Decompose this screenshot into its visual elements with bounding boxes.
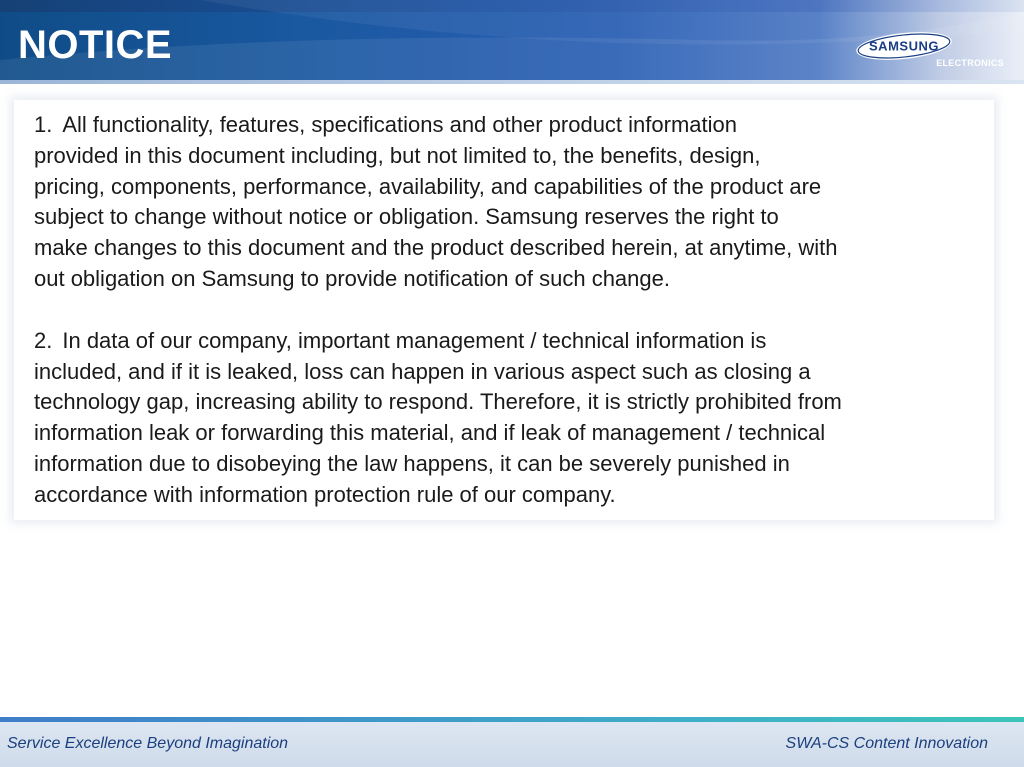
logo-brand-text: SAMSUNG bbox=[869, 38, 939, 54]
header-banner bbox=[0, 0, 1024, 84]
paragraph-text: In data of our company, important management / technical information is included, and if it is leaked, loss can happen in various aspect such as closing a technology gap, increasing ability to respond. Therefore, it is strictly prohibited from information leak or forwarding this material, and if leak of management / technical information due to disobeying the law happens, it can be severely punished in accordance with information protection rule of our company. bbox=[34, 327, 842, 507]
logo-sub-text: ELECTRONICS bbox=[936, 58, 1004, 68]
samsung-electronics-logo bbox=[854, 30, 1010, 72]
notice-paragraph-2 bbox=[34, 326, 984, 511]
page-title: NOTICE bbox=[18, 23, 173, 67]
paragraph-number: 1. bbox=[34, 112, 53, 137]
footer-bar bbox=[0, 722, 1024, 767]
footer-department: SWA-CS Content Innovation bbox=[785, 735, 988, 752]
notice-body bbox=[34, 110, 984, 542]
paragraph-number: 2. bbox=[34, 327, 53, 353]
footer-slogan: Service Excellence Beyond Imagination bbox=[7, 735, 289, 752]
notice-paragraph-1 bbox=[34, 110, 984, 295]
header-bottom-line bbox=[0, 80, 1024, 84]
paragraph-text: All functionality, features, specifications and other product information provided in this document including, but not limited to, the benefits, design, pricing, components, performance, availability, and capabilities of the product are subject to change without notice or obligation. Samsung reserves the right to make changes to this document and the product described herein, at anytime, with out obligation on Samsung to provide notification of such change. bbox=[34, 112, 838, 291]
